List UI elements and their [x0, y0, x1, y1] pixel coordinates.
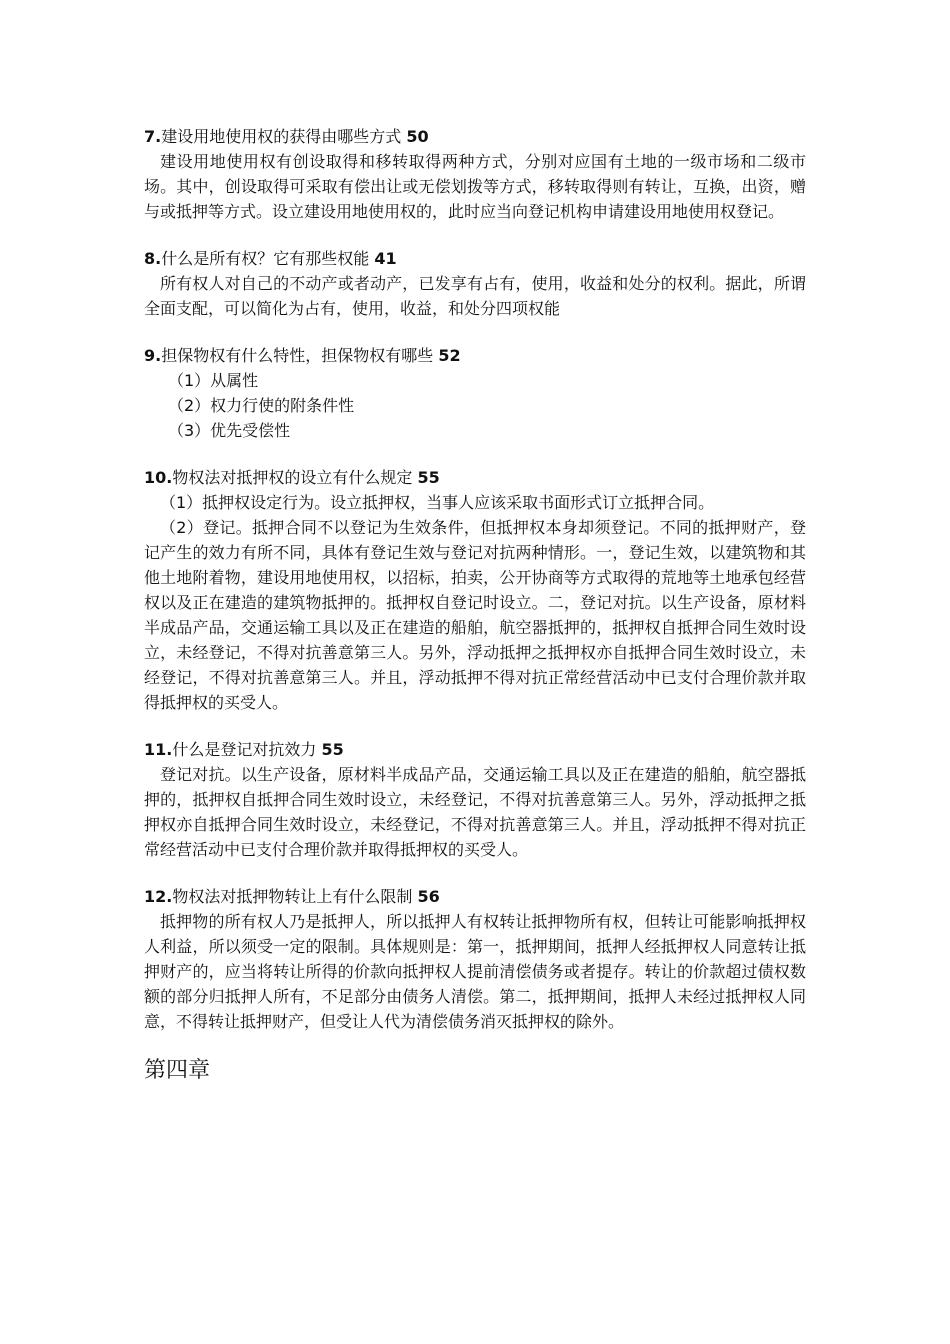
- page-reference: 55: [321, 740, 344, 759]
- answer-paragraph: 抵押物的所有权人乃是抵押人，所以抵押人有权转让抵押物所有权，但转让可能影响抵押权人利益，所以须受一定的限制。具体规则是：第一，抵押期间，抵押人经抵押权人同意转让抵押财产的，应当将转让所得的价款向抵押权人提前清偿债务或者提存。转让的价款超过债权数额的部分归抵押人所有，不足部分由债务人清偿。第二，抵押期间，抵押人未经过抵押权人同意，不得转让抵押财产，但受让人代为清偿债务消灭抵押权的除外。: [144, 912, 806, 1031]
- chapter-heading: 第四章: [144, 1058, 211, 1083]
- section-q7: [144, 124, 806, 224]
- question-title: [144, 465, 806, 490]
- document-page: [144, 124, 806, 1086]
- question-number: 10.: [144, 468, 173, 487]
- question-number: 7.: [144, 127, 162, 146]
- page-reference: 56: [417, 887, 440, 906]
- section-q9: [144, 343, 806, 443]
- question-title: [144, 884, 806, 909]
- question-text: 建设用地使用权的获得由哪些方式: [161, 127, 402, 146]
- question-number: 11.: [144, 740, 173, 759]
- question-title: [144, 737, 806, 762]
- answer-paragraph: 登记对抗。以生产设备，原材料半成品产品，交通运输工具以及正在建造的船舶，航空器抵押的，抵押权自抵押合同生效时设立，未经登记，不得对抗善意第三人。另外，浮动抵押之抵押权亦自抵押合同生效时设立，未经登记，不得对抗善意第三人。并且，浮动抵押不得对抗正常经营活动中已支付合理价款并取得抵押权的买受人。: [144, 765, 806, 859]
- answer-paragraph: 所有权人对自己的不动产或者动产，已发享有占有，使用，收益和处分的权利。据此，所谓全面支配，可以简化为占有，使用，收益，和处分四项权能: [144, 274, 806, 318]
- question-title: [144, 246, 806, 271]
- page-reference: 52: [438, 346, 461, 365]
- list-item: （3）优先受偿性: [168, 421, 291, 440]
- list-item: （1）从属性: [168, 371, 259, 390]
- question-text: 物权法对抵押物转让上有什么限制: [172, 887, 413, 906]
- question-text: 担保物权有什么特性，担保物权有哪些: [161, 346, 434, 365]
- page-reference: 41: [374, 249, 397, 268]
- section-q8: [144, 246, 806, 321]
- question-text: 什么是所有权？它有那些权能: [161, 249, 370, 268]
- question-title: [144, 124, 806, 149]
- question-text: 物权法对抵押权的设立有什么规定: [172, 468, 413, 487]
- question-text: 什么是登记对抗效力: [172, 740, 317, 759]
- question-number: 12.: [144, 887, 173, 906]
- question-title: [144, 343, 806, 368]
- page-reference: 50: [406, 127, 429, 146]
- answer-paragraph: （2）登记。抵押合同不以登记为生效条件，但抵押权本身却须登记。不同的抵押财产，登记产生的效力有所不同，具体有登记生效与登记对抗两种情形。一，登记生效，以建筑物和其他土地附着物，建设用地使用权，以招标，拍卖，公开协商等方式取得的荒地等土地承包经营权以及正在建造的建筑物抵押的。抵押权自登记时设立。二，登记对抗。以生产设备，原材料半成品产品，交通运输工具以及正在建造的船舶，航空器抵押的，抵押权自抵押合同生效时设立，未经登记，不得对抗善意第三人。另外，浮动抵押之抵押权亦自抵押合同生效时设立，未经登记，不得对抗善意第三人。并且，浮动抵押不得对抗正常经营活动中已支付合理价款并取得抵押权的买受人。: [144, 518, 806, 712]
- section-q12: [144, 884, 806, 1034]
- section-q10: [144, 465, 806, 715]
- question-number: 8.: [144, 249, 162, 268]
- answer-paragraph: 建设用地使用权有创设取得和移转取得两种方式，分别对应国有土地的一级市场和二级市场。其中，创设取得可采取有偿出让或无偿划拨等方式，移转取得则有转让，互换，出资，赠与或抵押等方式。设立建设用地使用权的，此时应当向登记机构申请建设用地使用权登记。: [144, 152, 806, 221]
- question-number: 9.: [144, 346, 162, 365]
- page-reference: 55: [417, 468, 440, 487]
- list-item: （2）权力行使的附条件性: [168, 396, 355, 415]
- section-q11: [144, 737, 806, 862]
- answer-paragraph: （1）抵押权设定行为。设立抵押权，当事人应该采取书面形式订立抵押合同。: [160, 493, 715, 512]
